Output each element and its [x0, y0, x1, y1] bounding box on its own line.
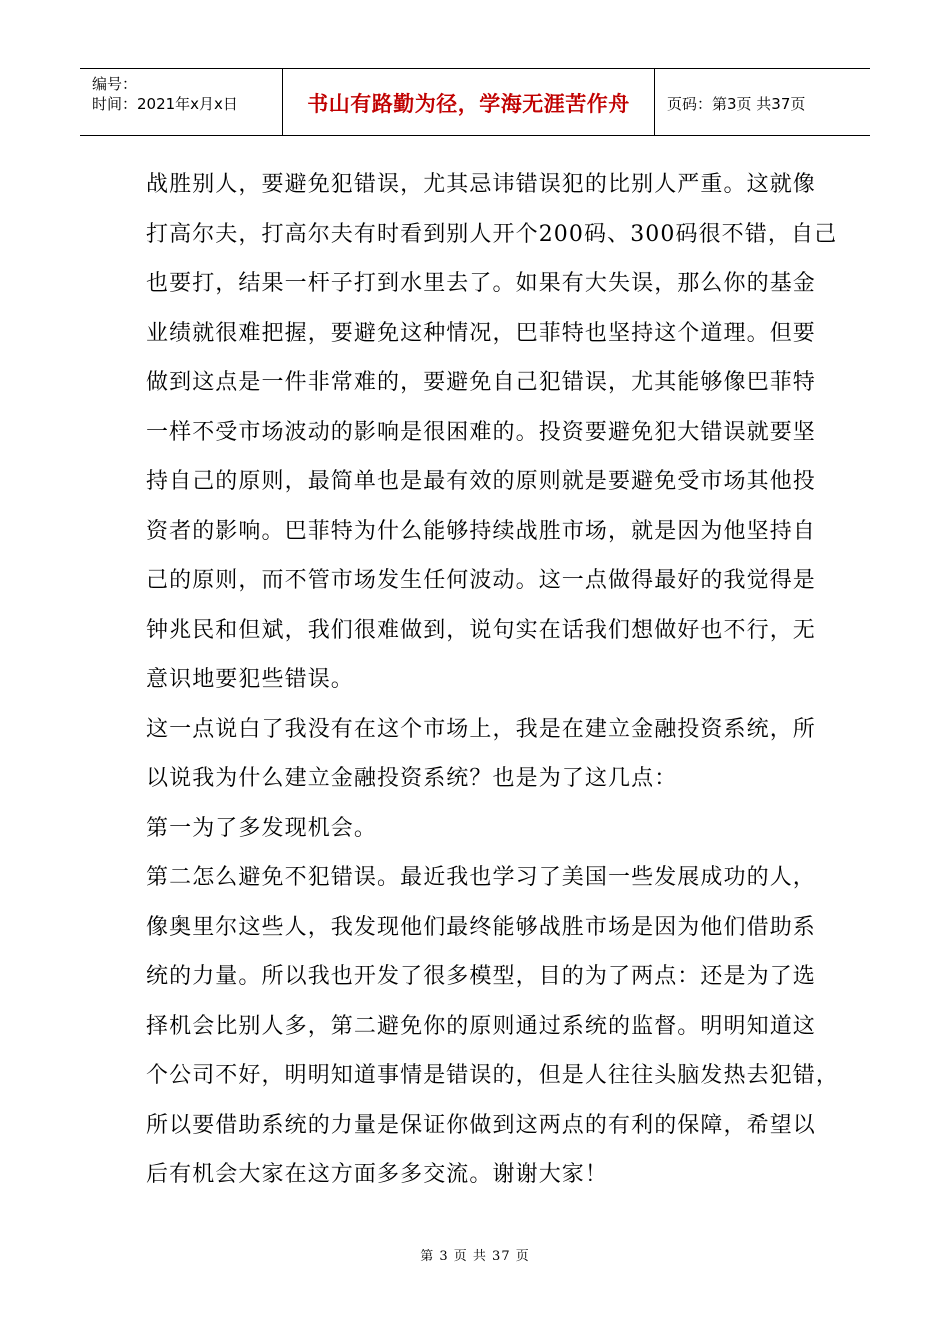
- text-line: 第二怎么避免不犯错误。最近我也学习了美国一些发展成功的人，: [146, 865, 816, 890]
- text-line: 也要打，结果一杆子打到水里去了。如果有大失误，那么你的基金: [146, 271, 816, 296]
- text-line: 第一为了多发现机会。: [146, 815, 378, 841]
- text-line: 这一点说白了我没有在这个市场上，我是在建立金融投资系统，所: [146, 716, 816, 742]
- text-line: 统的力量。所以我也开发了很多模型，目的为了两点：还是为了选: [146, 964, 816, 989]
- text-line: 己的原则，而不管市场发生任何波动。这一点做得最好的我觉得是: [146, 568, 816, 593]
- text-line: 后有机会大家在这方面多多交流。谢谢大家！: [146, 1162, 609, 1187]
- text-line: 业绩就很难把握，要避免这种情况，巴菲特也坚持这个道理。但要: [146, 320, 816, 346]
- text-line: 资者的影响。巴菲特为什么能够持续战胜市场，就是因为他坚持自: [146, 518, 816, 544]
- page-footer: 第 3 页 共 37 页: [420, 1249, 530, 1264]
- text-line: 以说我为什么建立金融投资系统？也是为了这几点：: [146, 766, 678, 791]
- text-line: 战胜别人，要避免犯错误，尤其忌讳错误犯的比别人严重。这就像: [146, 172, 816, 197]
- header-meta: [80, 69, 283, 135]
- text-line: 意识地要犯些错误。: [146, 667, 354, 692]
- document-body: [146, 160, 840, 1200]
- header-number-label: 编号：: [92, 75, 138, 93]
- text-line: 做到这点是一件非常难的，要避免自己犯错误，尤其能够像巴菲特: [146, 370, 816, 395]
- header-date-label: 时间：2021年x月x日: [92, 95, 238, 113]
- text-line: 择机会比别人多，第二避免你的原则通过系统的监督。明明知道这: [146, 1013, 816, 1039]
- page-header: [80, 68, 870, 136]
- text-line: 持自己的原则，最简单也是最有效的原则就是要避免受市场其他投: [146, 469, 816, 494]
- text-line: 钟兆民和但斌，我们很难做到，说句实在话我们想做好也不行，无: [146, 617, 816, 643]
- text-line: 打高尔夫，打高尔夫有时看到别人开个200码、300码很不错，自己: [146, 221, 838, 247]
- text-line: 一样不受市场波动的影响是很困难的。投资要避免犯大错误就要坚: [146, 419, 816, 445]
- text-line: 像奥里尔这些人，我发现他们最终能够战胜市场是因为他们借助系: [146, 914, 816, 940]
- text-line: 所以要借助系统的力量是保证你做到这两点的有利的保障，希望以: [146, 1112, 816, 1138]
- text-line: 个公司不好，明明知道事情是错误的，但是人往往头脑发热去犯错，: [146, 1063, 840, 1088]
- header-motto: 书山有路勤为径，学海无涯苦作舟: [283, 69, 655, 135]
- header-page-info: 页码：第3页 共37页: [667, 94, 806, 113]
